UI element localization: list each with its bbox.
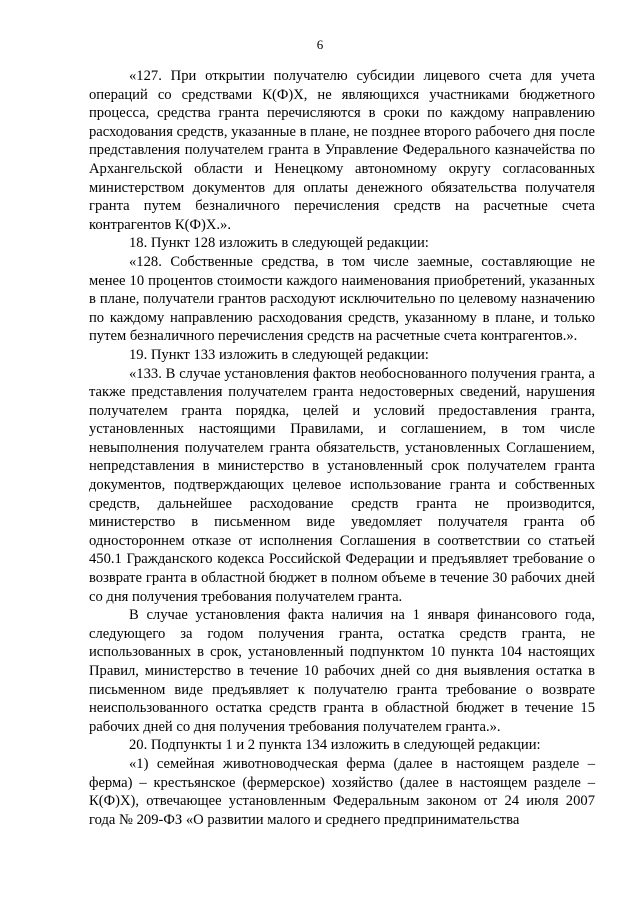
paragraph-item-19: 19. Пункт 133 изложить в следующей редакции: [129, 346, 429, 363]
paragraph-item-20: 20. Подпункты 1 и 2 пункта 134 изложить в следующей редакции: [129, 737, 541, 754]
document-body [89, 67, 595, 829]
paragraph-item-18: 18. Пункт 128 изложить в следующей редакции: [129, 235, 429, 252]
paragraph-133: «133. В случае установления фактов необоснованного получения гранта, а также представления получателем гранта недостоверных сведений, нарушения получателем гранта порядка, целей и условий предоставления гранта, установленных настоящими Правилами, и соглашением, в том числе невыполнения получателем гранта обязательств, установленных Соглашением, непредставления в министерство в установленный срок получателем гранта документов, подтверждающих целевое использование гранта и собственных средств, дальнейшее расходование средств гранта не производится, министерство в письменном виде уведомляет получателя гранта об одностороннем отказе от исполнения Соглашения в соответствии со статьей 450.1 Гражданского кодекса Российской Федерации и предъявляет требование о возврате гранта в областной бюджет в полном объеме в течение 30 рабочих дней со дня получения требования получателем гранта. [89, 365, 595, 605]
paragraph-134-subitem-1: «1) семейная животноводческая ферма (далее в настоящем разделе – ферма) – крестьянское (фермерское) хозяйство (далее в настоящем разделе – К(Ф)Х), отвечающее установленным Федеральным законом от 24 июля 2007 года № 209-ФЗ «О развитии малого и среднего предпринимательства [89, 755, 595, 828]
paragraph-128: «128. Собственные средства, в том числе заемные, составляющие не менее 10 процентов стоимости каждого наименования приобретений, указанных в плане, получатели грантов расходуют исключительно по целевому назначению по каждому направлению расходования средств, указанному в плане, и только путем безналичного перечисления средств на расчетные счета контрагентов.». [89, 253, 595, 345]
page-number: 6 [316, 37, 324, 52]
paragraph-133-continued: В случае установления факта наличия на 1 января финансового года, следующего за годом получения гранта, остатка средств гранта, не использованных в срок, установленный подпунктом 10 пункта 104 настоящих Правил, министерство в течение 10 рабочих дней со дня выявления остатка в письменном виде предъявляет к получателю гранта требование о возврате неиспользованного остатка средств гранта в областной бюджет в течение 15 рабочих дней со дня получения требования получателем гранта.». [89, 607, 595, 735]
paragraph-127: «127. При открытии получателю субсидии лицевого счета для учета операций со средствами К(Ф)Х, не являющихся участниками бюджетного процесса, средства гранта перечисляются в сроки по каждому направлению расходования средств, указанные в плане, не позднее второго рабочего дня после представления получателем гранта в Управление Федерального казначейства по Архангельской области и Ненецкому автономному округу согласованных министерством документов для оплаты денежного обязательства получателя гранта путем безналичного перечисления средств на расчетные счета контрагентов К(Ф)Х.». [89, 68, 595, 233]
